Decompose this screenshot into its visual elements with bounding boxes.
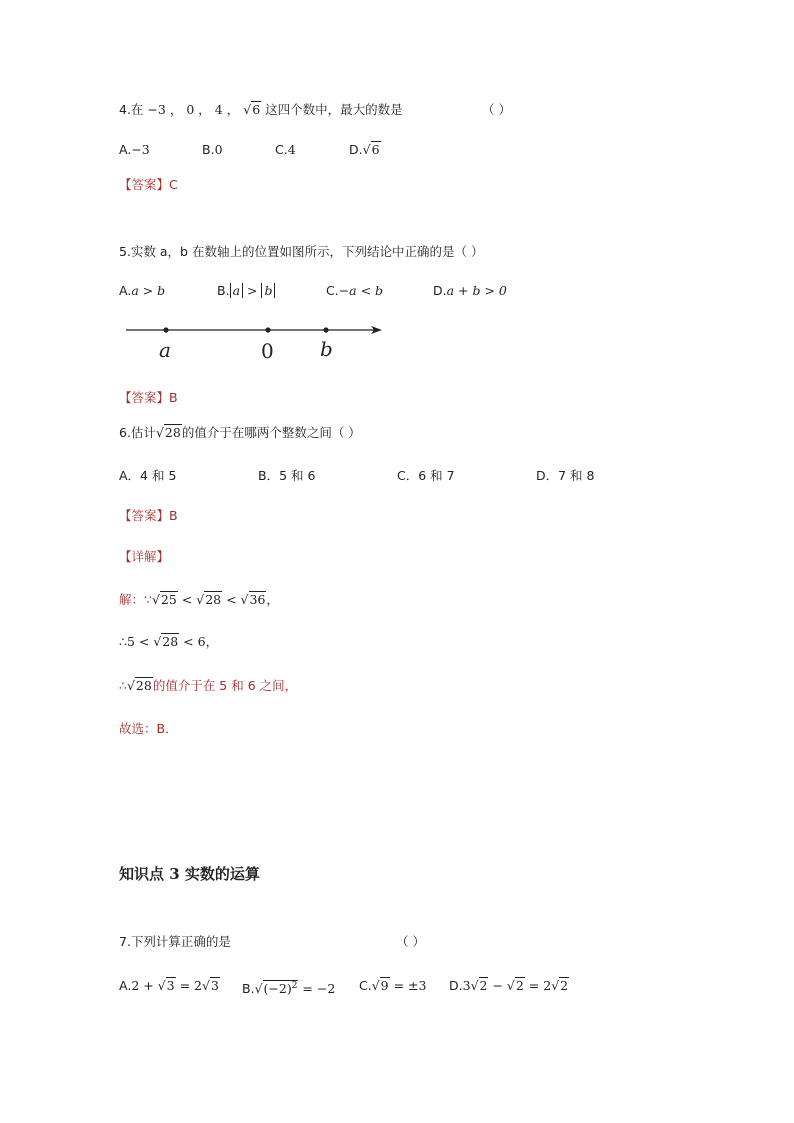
q6-stem: 6.估计√28的值介于在哪两个整数之间（ ） <box>119 425 361 440</box>
q6-answer: 【答案】B <box>119 508 178 523</box>
label-b: b <box>320 337 333 361</box>
section-title: 知识点 3 实数的运算 <box>119 865 260 883</box>
q6-solution-line-4: 故选：B． <box>119 721 178 736</box>
point-b <box>323 327 328 332</box>
point-0 <box>265 327 270 332</box>
q4-option-a[interactable]: A.−3 <box>119 142 150 157</box>
q5-option-d[interactable]: D.a + b > 0 <box>433 283 507 298</box>
point-a <box>163 327 168 332</box>
q7-option-a[interactable]: A.2 + √3 = 2√3 <box>119 978 219 993</box>
q7-option-c[interactable]: C.√9 = ±3 <box>359 978 427 993</box>
label-a: a <box>159 338 171 362</box>
q7-option-b[interactable]: $B.√(-2)^2 = -2$ <box>242 981 336 997</box>
q5-option-b[interactable]: B. a > b <box>217 283 275 299</box>
q4-numbers: −3 ， 0 ， 4 ， √6 <box>147 102 261 117</box>
q7-paren: （ ） <box>396 934 425 949</box>
q4-stem: 4.在 −3 ， 0 ， 4 ， √6 这四个数中，最大的数是 <box>119 102 403 117</box>
q4-paren: （ ） <box>482 102 511 117</box>
label-0: 0 <box>261 339 274 363</box>
q6-option-b[interactable]: B．5 和 6 <box>258 468 316 483</box>
number-line <box>0 318 794 378</box>
q7-option-d[interactable]: D.3√2 − √2 = 2√2 <box>449 978 569 993</box>
q6-option-c[interactable]: C．6 和 7 <box>397 468 455 483</box>
q6-detail-label: 【详解】 <box>119 549 170 564</box>
q4-answer: 【答案】C <box>119 177 178 192</box>
q4-option-c[interactable]: C.4 <box>275 142 296 157</box>
q5-stem: 5.实数 a，b 在数轴上的位置如图所示，下列结论中正确的是（ ） <box>119 244 484 259</box>
q5-option-a[interactable]: A.a > b <box>119 283 166 298</box>
q7-stem: 7.下列计算正确的是 <box>119 934 231 949</box>
q6-solution-line-1: 解：∵√25 < √28 < √36， <box>119 592 279 607</box>
q4-option-d[interactable]: D.√6 <box>349 142 380 157</box>
q6-solution-line-3: ∴√28的值介于在 5 和 6 之间， <box>119 678 298 693</box>
q6-solution-line-2: ∴5 < √28 < 6， <box>119 634 219 649</box>
q4-option-b[interactable]: B.0 <box>202 142 223 157</box>
q5-answer: 【答案】B <box>119 390 178 405</box>
q5-option-c[interactable]: C.−a < b <box>326 283 384 298</box>
q6-option-d[interactable]: D．7 和 8 <box>536 468 595 483</box>
q6-option-a[interactable]: A．4 和 5 <box>119 468 177 483</box>
